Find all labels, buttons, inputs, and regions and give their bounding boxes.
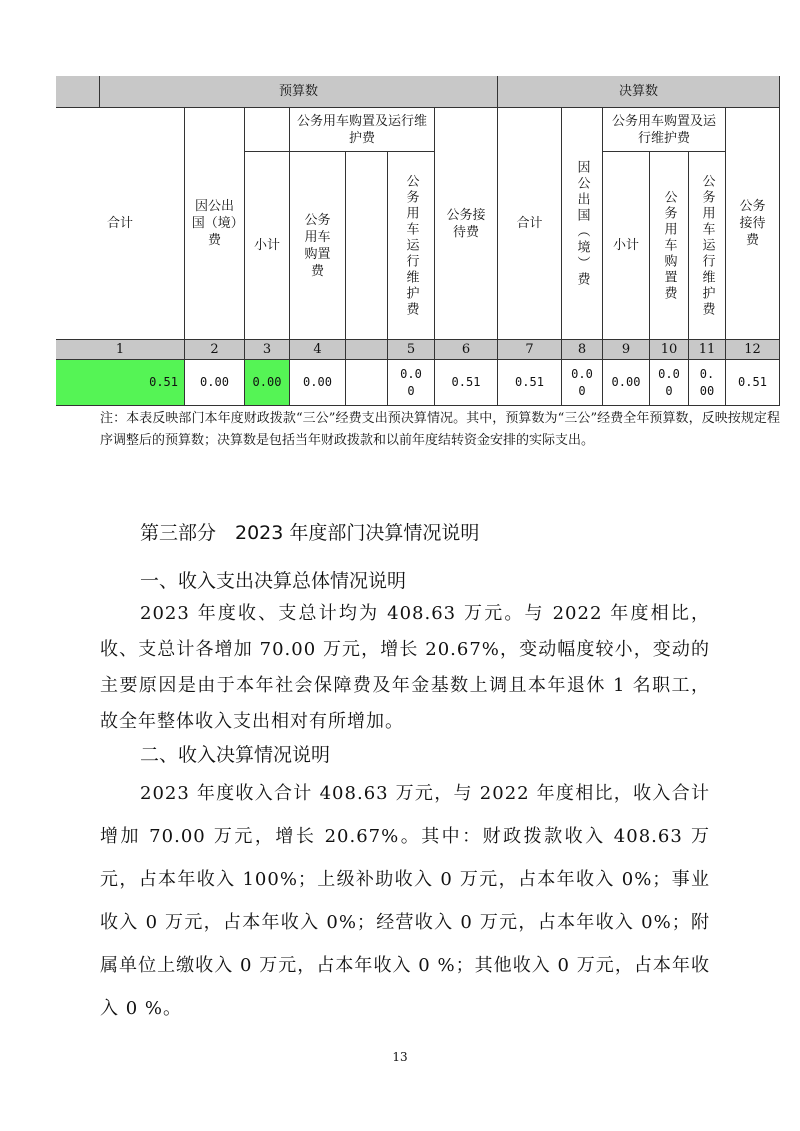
budget-col-total: 合计 <box>56 108 185 340</box>
final-col-abroad: 因公出国（境）费 <box>562 108 603 340</box>
value-final-subtotal: 0.00 <box>603 360 650 406</box>
col-number: 7 <box>498 340 562 360</box>
section-1-body: 2023 年度收、支总计均为 408.63 万元。与 2022 年度相比，收、支总计各增加 70.00 万元，增长 20.67%，变动幅度较小，变动的主要原因是由于本年社会保障费及年金基数上调且本年退休 1 名职工，故全年整体收入支出相对有所增加。 <box>100 603 710 732</box>
budget-header: 预算数 <box>100 76 498 108</box>
value-budget-total: 0.51 <box>56 360 185 406</box>
budget-col-abroad: 因公出国（境）费 <box>185 108 245 340</box>
value-part: 0. <box>699 366 715 381</box>
value-final-purchase <box>650 360 689 406</box>
section-2-title: 二、收入决算情况说明 <box>140 744 331 766</box>
value-part: 0.0 <box>400 366 422 381</box>
col-number: 9 <box>603 340 650 360</box>
value-budget-reception: 0.51 <box>435 360 498 406</box>
final-col-reception: 公务接待费 <box>726 108 780 340</box>
col-number: 10 <box>650 340 689 360</box>
section-1-title: 一、收入支出决算总体情况说明 <box>140 570 407 592</box>
budget-col-purchase: 公务用车购置费 <box>290 152 346 340</box>
value-part: 0 <box>665 383 673 398</box>
col-number: 2 <box>185 340 245 360</box>
final-col-operation: 公务用车运行维护费 <box>689 152 726 340</box>
value-blank <box>346 360 388 406</box>
budget-col-reception: 公务接待费 <box>435 108 498 340</box>
final-header: 决算数 <box>498 76 780 108</box>
section-2-body: 2023 年度收入合计 408.63 万元，与 2022 年度相比，收入合计增加 70.00 万元，增长 20.67%。其中：财政拨款收入 408.63 万元，占本年收入 100%；上级补助收入 0 万元，占本年收入 0%；事业收入 0 万元，占本年收入 0%；经营收入 0 万元，占本年收入 0%；附属单位上缴收入 0 万元，占本年收入 0 %；其他收入 0 万元，占本年收入 0 %。 <box>100 783 710 1019</box>
value-part: 0.0 <box>658 366 680 381</box>
page-number: 13 <box>392 1050 408 1064</box>
value-part: 0.0 <box>571 366 593 381</box>
budget-car-group: 公务用车购置及运行维护费 <box>290 108 435 152</box>
col-number: 11 <box>689 340 726 360</box>
budget-car-spacer <box>245 108 290 152</box>
three-public-expense-table <box>56 76 780 406</box>
value-part: 0 <box>407 383 415 398</box>
value-final-abroad <box>562 360 603 406</box>
final-col-subtotal: 小计 <box>603 152 650 340</box>
col-number: 4 <box>290 340 346 360</box>
col-number: 8 <box>562 340 603 360</box>
value-part: 00 <box>699 383 715 398</box>
final-car-group: 公务用车购置及运行维护费 <box>603 108 726 152</box>
value-budget-subtotal: 0.00 <box>245 360 290 406</box>
value-final-reception: 0.51 <box>726 360 780 406</box>
table-note: 注：本表反映部门本年度财政拨款“三公”经费支出预决算情况。其中，预算数为“三公”经费全年预算数，反映按规定程序调整后的预算数；决算数是包括当年财政拨款和以前年度结转资金安排的实际支出。 <box>100 411 780 448</box>
col-number: 5 <box>388 340 435 360</box>
value-budget-purchase: 0.00 <box>290 360 346 406</box>
col-number: 6 <box>435 340 498 360</box>
value-budget-abroad: 0.00 <box>185 360 245 406</box>
value-final-operation <box>689 360 726 406</box>
budget-col-subtotal: 小计 <box>245 152 290 340</box>
col-number: 1 <box>56 340 185 360</box>
value-part: 0 <box>578 383 586 398</box>
col-number-blank <box>346 340 388 360</box>
corner-cell <box>56 76 100 108</box>
final-col-purchase: 公务用车购置费 <box>650 152 689 340</box>
section-3-title: 第三部分 2023 年度部门决算情况说明 <box>140 522 480 544</box>
col-number: 3 <box>245 340 290 360</box>
value-final-total: 0.51 <box>498 360 562 406</box>
budget-col-blank <box>346 152 388 340</box>
budget-col-operation: 公务用车运行维护费 <box>388 152 435 340</box>
final-col-total: 合计 <box>498 108 562 340</box>
value-budget-operation <box>388 360 435 406</box>
col-number: 12 <box>726 340 780 360</box>
